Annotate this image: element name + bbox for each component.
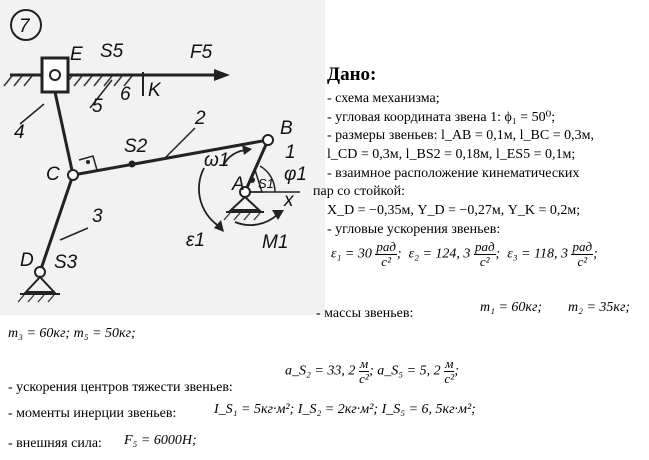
given-title: Дано: [327,64,377,85]
problem-number: 7 [19,16,30,37]
point-s2 [129,161,136,168]
label-e: E [70,44,83,65]
label-m1: M1 [262,232,289,253]
joint-d [35,267,45,277]
given-line-1: - схема механизма; [327,91,440,106]
label-3: 3 [92,206,103,227]
masses-label: - массы звеньев: [316,306,414,321]
given-line-3: - размеры звеньев: l_AB = 0,1м, l_BC = 0,3м, [327,128,594,143]
label-eps1: ε1 [186,230,205,251]
label-4: 4 [14,122,25,143]
label-6: 6 [120,84,131,105]
label-a: A [232,174,245,195]
label-s3: S3 [54,252,78,273]
eps2-value: ε₂ = 124, 3 [408,246,471,262]
force-label: - внешняя сила: [8,436,102,451]
as5-value: ; a_S₅ = 5, 2 [369,363,441,379]
joint-b [263,135,273,145]
eps1-value: ε₁ = 30 [331,246,372,262]
label-b: B [280,118,293,139]
eps3-value: ε₃ = 118, 3 [507,246,568,262]
given-line-2: - угловая координата звена 1: ϕ₁ = 50⁰; [327,110,556,125]
label-x: x [284,190,294,211]
eps1-unit: рад c² [376,239,396,269]
as2-unit: м c² [359,356,369,386]
mass-m3-m5: m₃ = 60кг; m₅ = 50кг; [8,326,136,341]
label-2: 2 [195,108,206,129]
label-5: 5 [92,96,103,117]
label-k: K [148,80,161,101]
label-omega1: ω1 [204,150,230,171]
eps3-unit: рад c² [572,239,593,269]
accel-label: - ускорения центров тяжести звеньев: [8,380,233,395]
as5-unit: м c² [444,356,455,386]
epsilon-row: ε₁ = 30 рад c² ; ε₂ = 124, 3 рад c² ; ε₃ = 118, 3 рад c² ; [331,239,598,269]
label-1: 1 [285,142,296,163]
accel-row: a_S₂ = 33, 2 м c² ; a_S₅ = 5, 2 м c² ; [285,356,460,386]
label-s5: S5 [100,41,124,62]
given-line-6: пар со стойкой: [313,184,406,199]
label-phi1: φ1 [284,164,307,185]
eps2-unit: рад c² [474,239,495,269]
label-c: C [46,164,60,185]
inertia-label: - моменты инерции звеньев: [8,406,177,421]
label-s2: S2 [124,136,148,157]
mechanism-diagram [0,0,325,315]
inertia-values: I_S₁ = 5кг·м²; I_S₂ = 2кг·м²; I_S₅ = 6, 5кг·м²; [214,402,476,417]
mass-m2: m₂ = 35кг; [568,300,631,315]
label-d: D [20,250,34,271]
given-line-5: - взаимное расположение кинематических [327,166,580,181]
force-value: F₅ = 6000Н; [124,433,197,448]
given-line-7: X_D = −0,35м, Y_D = −0,27м, Y_K = 0,2м; [327,203,581,218]
given-line-8: - угловые ускорения звеньев: [327,222,501,237]
joint-c [68,170,78,180]
mass-m1: m₁ = 60кг; [480,300,543,315]
as2-value: a_S₂ = 33, 2 [285,363,356,379]
label-f5: F5 [190,42,213,63]
label-s1: S1 [258,176,274,191]
given-line-4: l_CD = 0,3м, l_BS2 = 0,18м, l_ES5 = 0,1м; [327,147,576,162]
